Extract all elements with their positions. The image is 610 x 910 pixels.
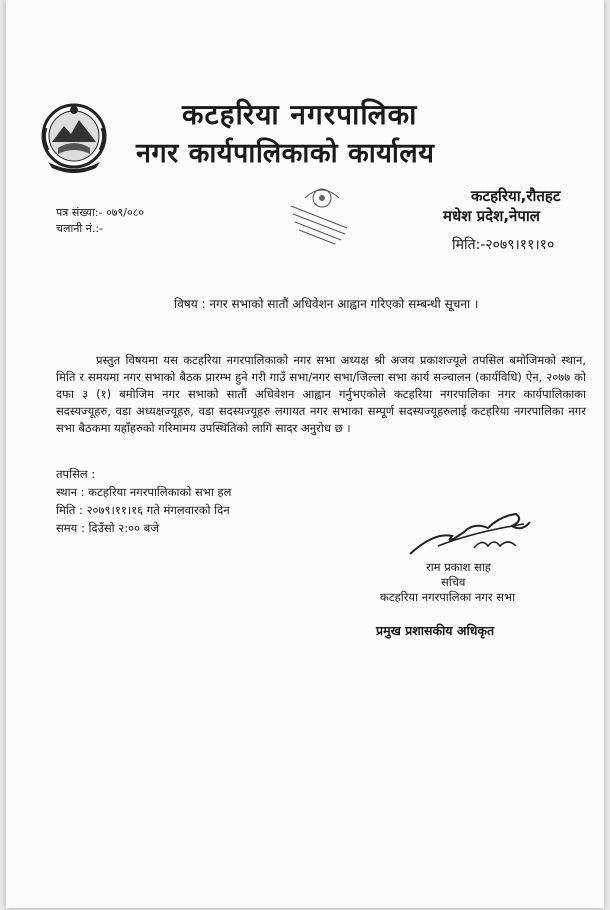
handwritten-signature (404, 502, 534, 564)
details-heading: तपसिल : (56, 467, 96, 481)
address-line-2: मधेश प्रदेश,नेपाल (443, 207, 540, 225)
signatory-role: सचिव (441, 575, 466, 589)
subject-line: विषय : नगर सभाको सातौं अधिवेशन आह्वान गरिएको सम्बन्धी सूचना । (174, 297, 479, 311)
office-seal-icon (281, 176, 363, 250)
dispatch-number: चलानी नं.:- (56, 222, 104, 235)
office-name: नगर कार्यपालिकाको कार्यालय (136, 138, 435, 169)
signatory-name: राम प्रकाश साह (426, 560, 491, 574)
details-block (56, 465, 231, 537)
details-time: समय : दिउँसो २:०० बजे (56, 521, 159, 535)
body-paragraph: प्रस्तुत विषयमा यस कटहरिया नगरपालिकाको नगर सभा अध्यक्ष श्री अजय प्रकाशज्यूले तपसिल बमोजिमको स्थान, मिति र समयमा नगर सभाको बैठक प्रारम्भ हुने गरी गाउँ सभा/नगर सभा/जिल्ला सभा कार्य सञ्चालन (कार्यविधि) ऐन, २०७७ को दफा ३ (१) बमोजिम नगर सभाको सातौं अधिवेशन आह्वान गर्नुभएकोले कटहरिया नगरपालिका नगर कार्यपालिकाका सदस्यज्यूहरु, वडा अध्यक्षज्यूहरु, वडा सदस्यज्यूहरु लगायत नगर सभाका सम्पूर्ण सदस्यज्यूहरुलाई कटहरिया नगरपालिका नगर सभा बैठकमा यहाँहरुको गरिमामय उपस्थितिको लागि सादर अनुरोध छ । (56, 353, 586, 435)
municipality-name: कटहरिया नगरपालिका (182, 98, 418, 131)
details-place: स्थान : कटहरिया नगरपालिकाको सभा हल (56, 485, 232, 499)
address-line-1: कटहरिया,रौतहट (471, 187, 561, 205)
chief-administrative-officer: प्रमुख प्रशासकीय अधिकृत (376, 623, 495, 638)
letter-page (6, 0, 604, 908)
signatory-organization: कटहरिया नगरपालिका नगर सभा (380, 590, 516, 604)
letter-date: मिति:-२०७९।११।१० (452, 237, 555, 253)
nepal-emblem-icon (38, 98, 110, 178)
reference-number: पत्र संख्या:- ०७९/०८० (56, 206, 145, 219)
details-date: मिति : २०७९।११।१६ गते मंगलवारको दिन (56, 503, 230, 517)
